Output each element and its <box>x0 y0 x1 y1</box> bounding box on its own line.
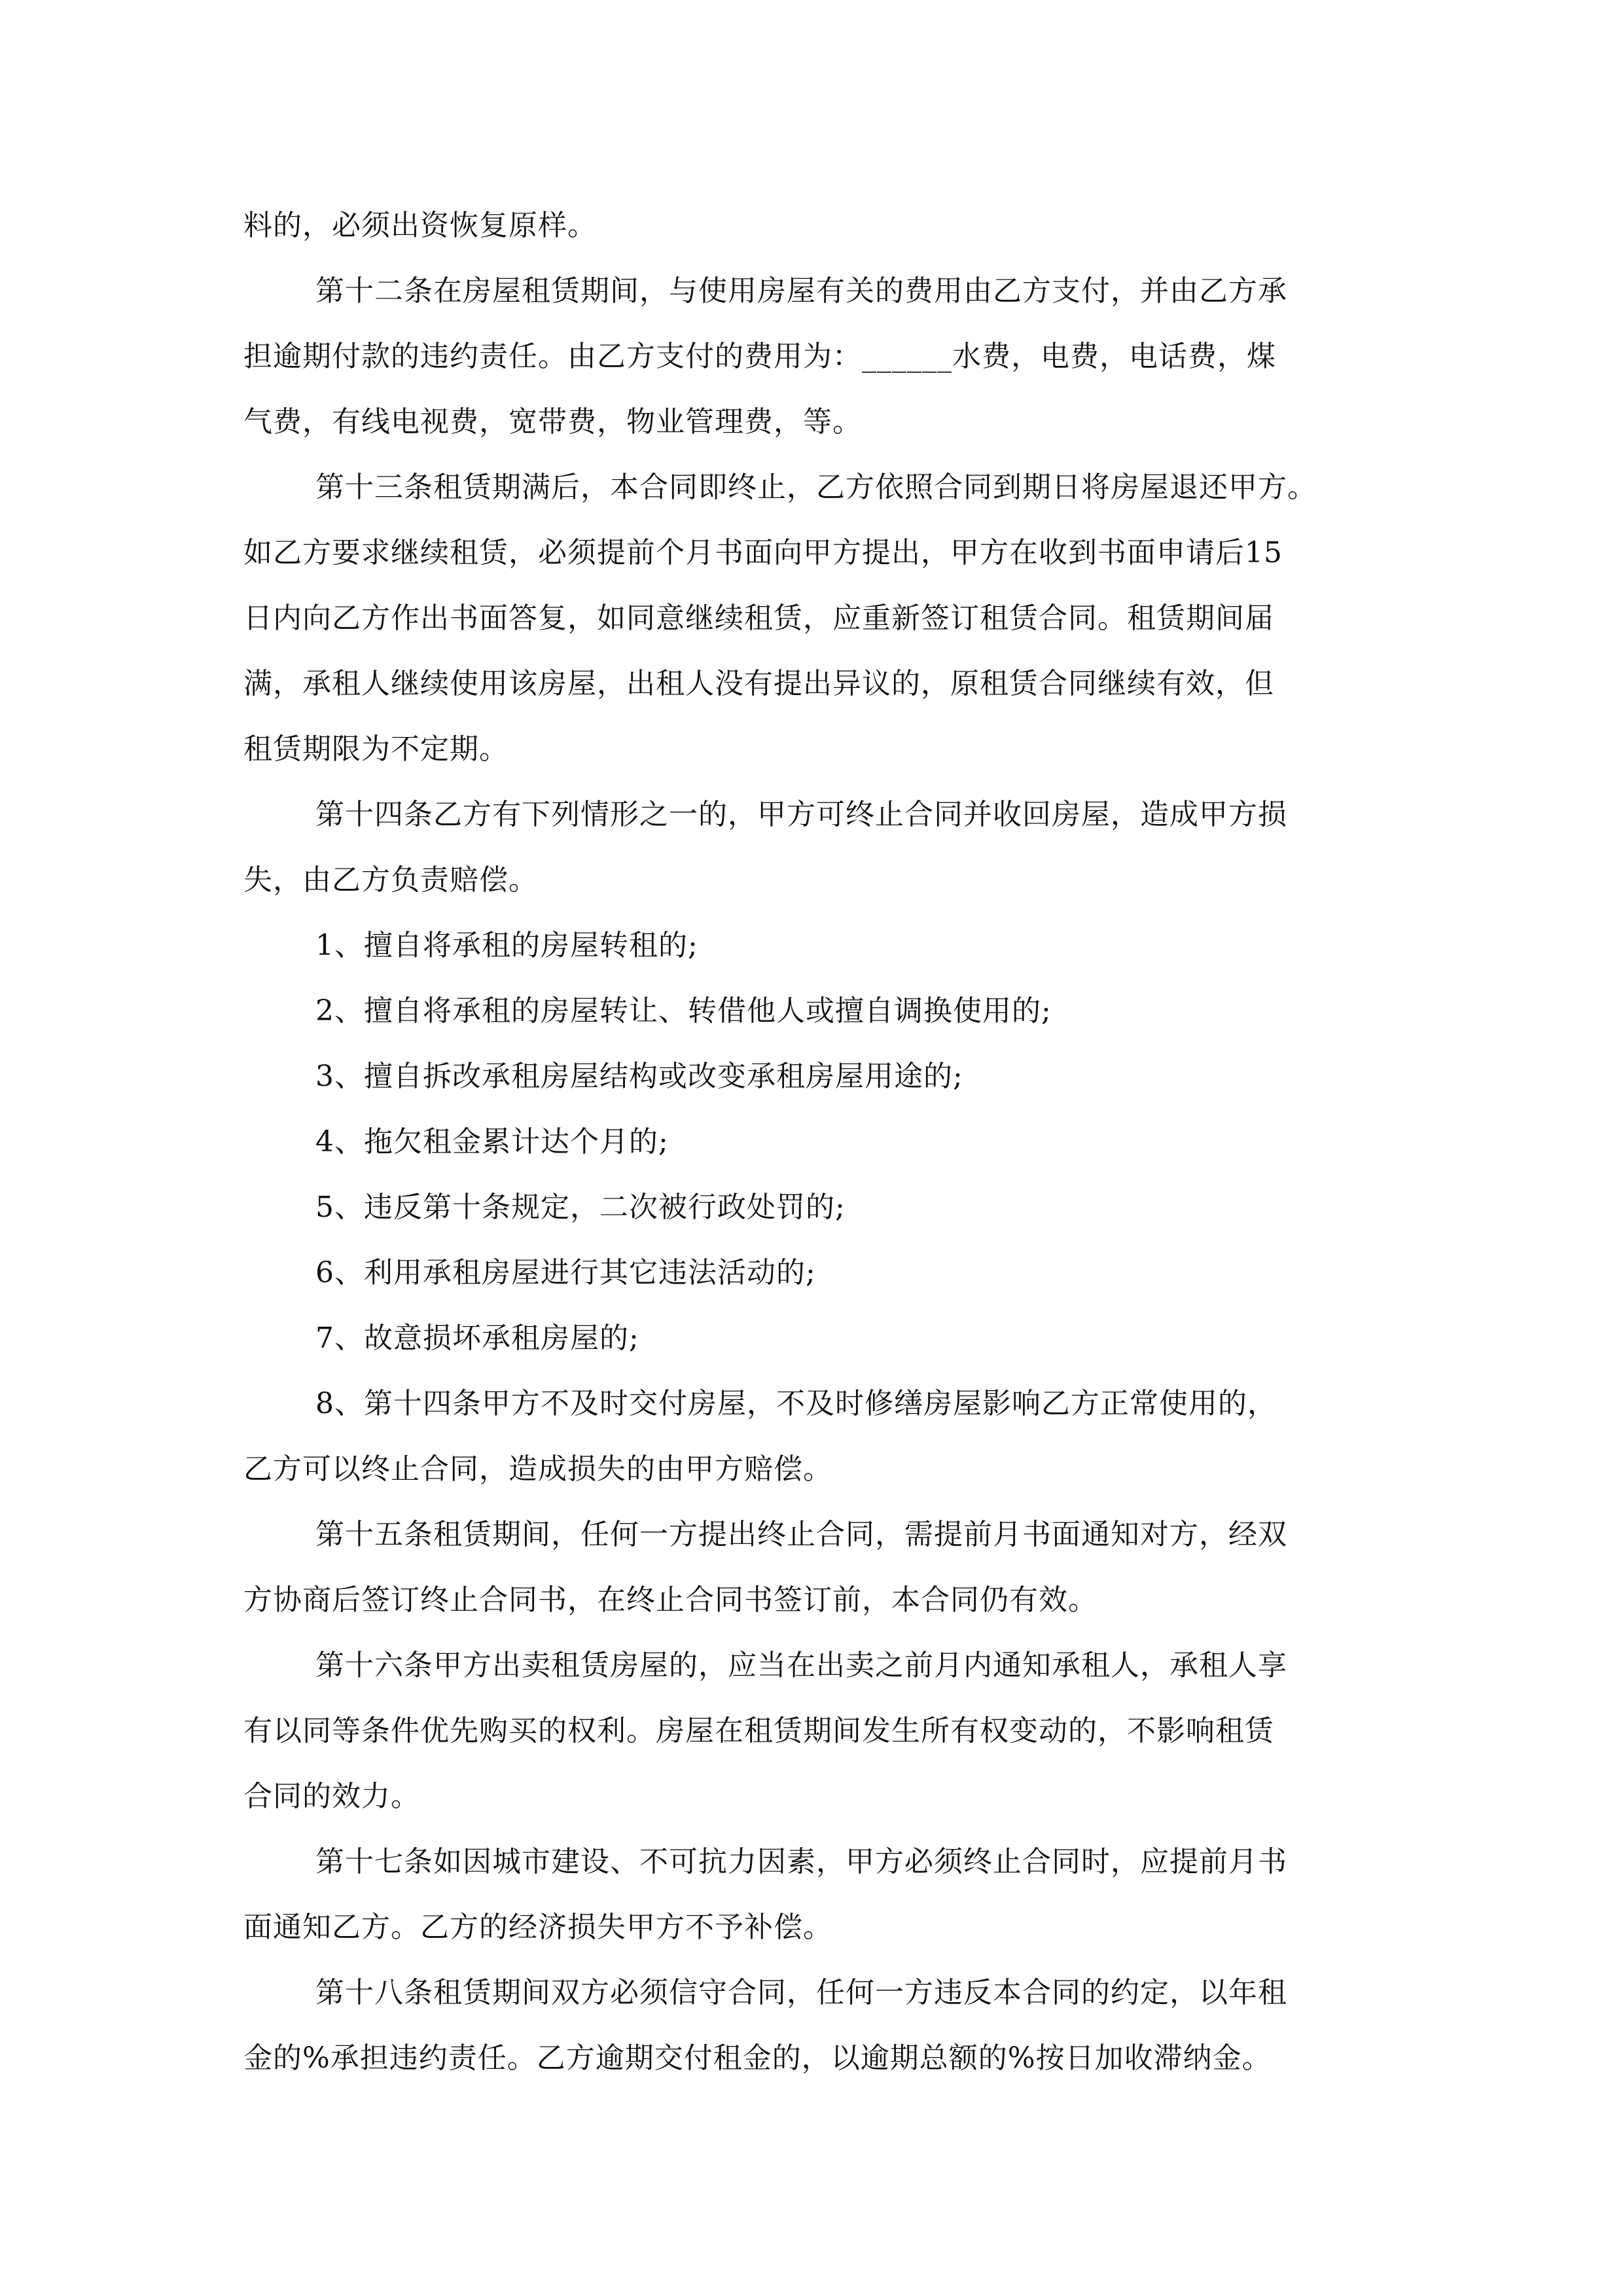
list-item-7: 7、故意损坏承租房屋的; <box>315 1321 639 1355</box>
article-12 <box>243 259 1395 455</box>
text-line: 第十七条如因城市建设、不可抗力因素，甲方必须终止合同时，应提前月书 <box>315 1845 1287 1878</box>
text-line: 第十四条乙方有下列情形之一的，甲方可终止合同并收回房屋，造成甲方损 <box>315 798 1287 831</box>
text-line: 第十三条租赁期满后，本合同即终止，乙方依照合同到期日将房屋退还甲方。 <box>315 471 1317 504</box>
list-item-8 <box>243 1371 1395 1502</box>
text-line: 日内向乙方作出书面答复，如同意继续租赁，应重新签订租赁合同。租赁期间届 <box>243 601 1274 635</box>
article-18 <box>243 1960 1395 2091</box>
text-line: 合同的效力。 <box>243 1780 420 1813</box>
list-item-6: 6、利用承租房屋进行其它违法活动的; <box>315 1256 816 1289</box>
text-line: 第十五条租赁期间，任何一方提出终止合同，需提前月书面通知对方，经双 <box>315 1518 1287 1551</box>
text-line: 第十六条甲方出卖租赁房屋的，应当在出卖之前月内通知承租人，承租人享 <box>315 1649 1287 1682</box>
paragraph-continuation <box>243 193 1395 259</box>
text-line: 租赁期限为不定期。 <box>243 732 508 766</box>
article-14 <box>243 782 1395 913</box>
document-body <box>243 193 1395 2091</box>
list-item-3: 3、擅自拆改承租房屋结构或改变承租房屋用途的; <box>315 1060 963 1093</box>
article-16 <box>243 1633 1395 1829</box>
text-line: 面通知乙方。乙方的经济损失甲方不予补偿。 <box>243 1910 832 1944</box>
text-line: 失，由乙方负责赔偿。 <box>243 863 538 897</box>
text-line: 料的，必须出资恢复原样。 <box>243 209 597 242</box>
text-line: 乙方可以终止合同，造成损失的由甲方赔偿。 <box>243 1452 832 1486</box>
text-line: 金的%承担违约责任。乙方逾期交付租金的，以逾期总额的%按日加收滞纳金。 <box>243 2041 1272 2075</box>
article-15 <box>243 1502 1395 1633</box>
text-line: 担逾期付款的违约责任。由乙方支付的费用为：______水费，电费，电话费，煤 <box>243 340 1276 373</box>
text-line: 满，承租人继续使用该房屋，出租人没有提出异议的，原租赁合同继续有效，但 <box>243 667 1274 700</box>
text-line: 有以同等条件优先购买的权利。房屋在租赁期间发生所有权变动的，不影响租赁 <box>243 1714 1274 1748</box>
text-line: 8、第十四条甲方不及时交付房屋，不及时修缮房屋影响乙方正常使用的， <box>315 1387 1277 1420</box>
text-line: 第十八条租赁期间双方必须信守合同，任何一方违反本合同的约定，以年租 <box>315 1976 1287 2009</box>
text-line: 第十二条在房屋租赁期间，与使用房屋有关的费用由乙方支付，并由乙方承 <box>315 274 1287 308</box>
list-item-1: 1、擅自将承租的房屋转租的; <box>315 929 698 962</box>
list-item-4: 4、拖欠租金累计达个月的; <box>315 1125 669 1158</box>
list-item-2: 2、擅自将承租的房屋转让、转借他人或擅自调换使用的; <box>315 994 1052 1028</box>
text-line: 气费，有线电视费，宽带费，物业管理费，等。 <box>243 405 862 439</box>
list-item-5: 5、违反第十条规定，二次被行政处罚的; <box>315 1191 846 1224</box>
text-line: 方协商后签订终止合同书，在终止合同书签订前，本合同仍有效。 <box>243 1583 1097 1617</box>
article-17 <box>243 1829 1395 1960</box>
article-13 <box>243 455 1395 782</box>
text-line: 如乙方要求继续租赁，必须提前个月书面向甲方提出，甲方在收到书面申请后15 <box>243 536 1283 569</box>
